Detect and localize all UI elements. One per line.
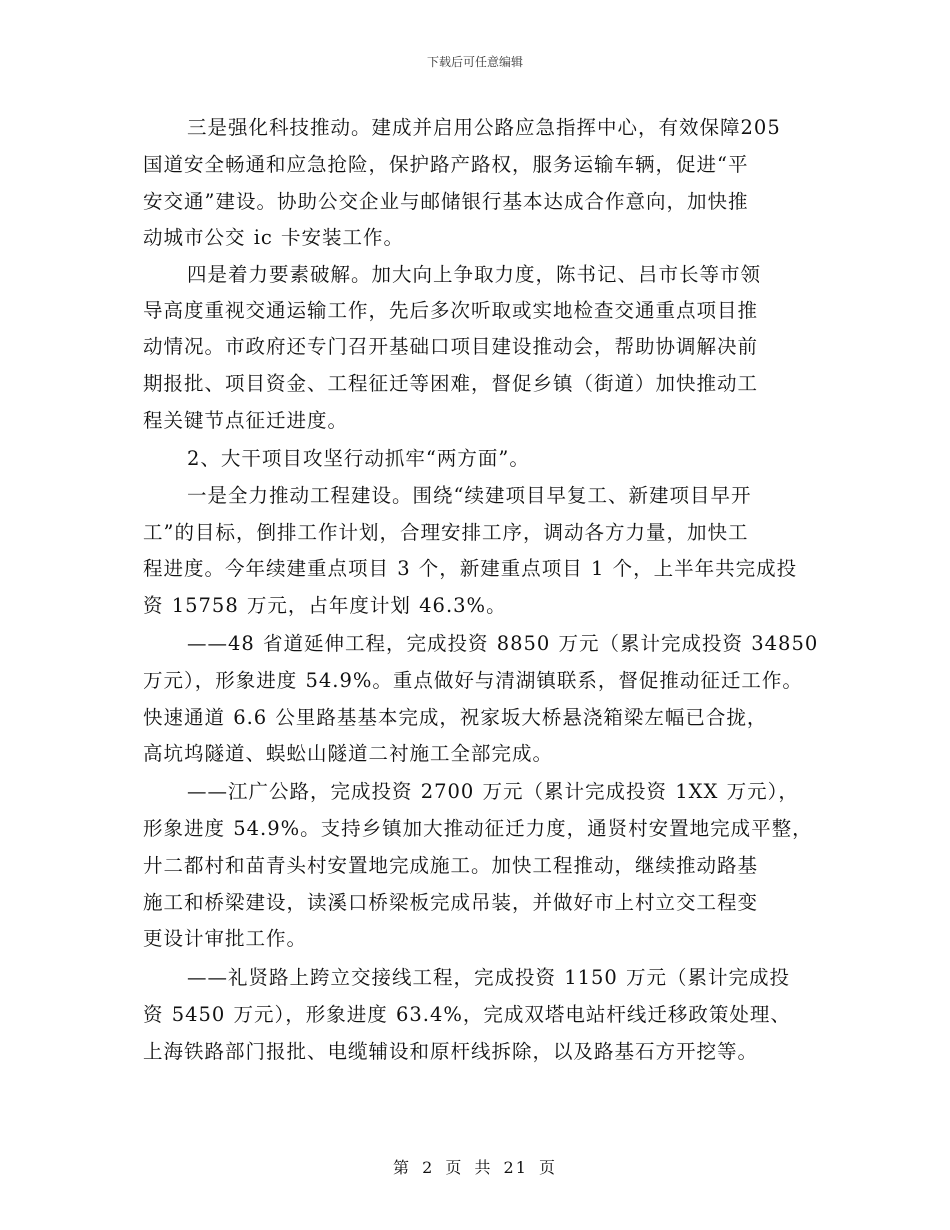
text-line: ——礼贤路上跨立交接线工程，完成投资 1150 万元（累计完成投 <box>187 966 791 989</box>
text-line: 万元），形象进度 54.9%。重点做好与清湖镇联系，督促推动征迁工作。 <box>143 669 803 692</box>
text-line: 动情况。市政府还专门召开基础口项目建设推动会，帮助协调解决前 <box>143 335 759 358</box>
text-line: 资 5450 万元），形象进度 63.4%，完成双塔电站杆线迁移政策处理、 <box>143 1003 791 1026</box>
text-line: 高坑坞隧道、蜈蚣山隧道二衬施工全部完成。 <box>143 742 554 765</box>
text-line: 更设计审批工作。 <box>143 927 308 950</box>
text-line: 程关键节点征迁进度。 <box>143 409 349 432</box>
text-line: 上海铁路部门报批、电缆辅设和原杆线拆除，以及路基石方开挖等。 <box>143 1040 759 1063</box>
text-line: 期报批、项目资金、工程征迁等困难，督促乡镇（街道）加快推动工 <box>143 372 759 395</box>
text-line: 施工和桥梁建设，读溪口桥梁板完成吊装，并做好市上村立交工程变 <box>143 891 759 914</box>
text-line: 廾二都村和苗青头村安置地完成施工。加快工程推动，继续推动路基 <box>143 854 759 877</box>
text-line: 工”的目标，倒排工作计划，合理安排工序，调动各方力量，加快工 <box>143 521 749 544</box>
text-line: ——48 省道延伸工程，完成投资 8850 万元（累计完成投资 34850 <box>187 632 819 655</box>
section-heading: 2、大干项目攻坚行动抓牢“两方面”。 <box>187 447 530 470</box>
text-line: 安交通”建设。协助公交企业与邮储银行基本达成合作意向，加快推 <box>143 190 749 213</box>
text-line: 国道安全畅通和应急抢险，保护路产路权，服务运输车辆，促进“平 <box>143 153 749 176</box>
text-line: 程进度。今年续建重点项目 3 个，新建重点项目 1 个，上半年共完成投 <box>143 557 798 580</box>
header-note: 下载后可任意编辑 <box>426 55 523 69</box>
text-line: 快速通道 6.6 公里路基基本完成，祝家坂大桥悬浇箱梁左幅已合拢， <box>143 706 768 729</box>
text-line: ——江广公路，完成投资 2700 万元（累计完成投资 1XX 万元）， <box>187 780 799 803</box>
text-line: 四是着力要素破解。加大向上争取力度，陈书记、吕市长等市领 <box>187 263 762 286</box>
text-line: 动城市公交 ic 卡安装工作。 <box>143 226 405 249</box>
text-line: 三是强化科技推动。建成并启用公路应急指挥中心，有效保障205 <box>187 116 781 139</box>
text-line: 一是全力推动工程建设。围绕“续建项目早复工、新建项目早开 <box>187 484 752 507</box>
text-line: 资 15758 万元，占年度计划 46.3%。 <box>143 594 507 617</box>
text-line: 导高度重视交通运输工作，先后多次听取或实地检查交通重点项目推 <box>143 299 759 322</box>
text-line: 形象进度 54.9%。支持乡镇加大推动征迁力度，通贤村安置地完成平整， <box>143 817 813 840</box>
page-number: 第 2 页 共 21 页 <box>393 1158 557 1177</box>
